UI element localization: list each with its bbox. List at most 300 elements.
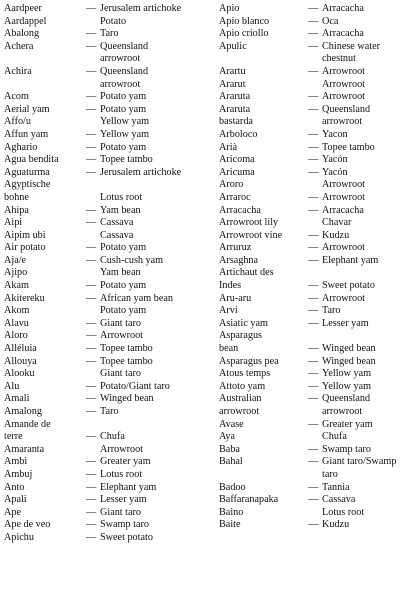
entry-definition: Lotus root: [100, 468, 143, 480]
entry-term: Aya: [219, 431, 236, 443]
glossary-entry: [219, 154, 417, 167]
glossary-entry: [219, 368, 417, 381]
glossary-entry: [4, 330, 210, 343]
entry-term: arrowroot: [219, 406, 260, 417]
entry-definition: Arrowroot: [322, 78, 366, 90]
entry-term: Baba: [219, 443, 240, 455]
entry-dash: —: [308, 355, 319, 367]
entry-term: Arrowroot vine: [219, 229, 283, 241]
entry-definition: Yellow yam: [322, 380, 372, 392]
entry-dash: —: [308, 292, 319, 304]
entry-definition: Arracacha: [322, 204, 364, 216]
entry-definition: African yam bean: [100, 292, 173, 304]
entry-dash: —: [308, 65, 319, 77]
entry-dash: —: [308, 443, 319, 455]
entry-definition: Cush-cush yam: [100, 254, 164, 266]
entry-definition: Kudzu: [322, 519, 350, 531]
entry-dash: —: [308, 368, 319, 380]
glossary-entry: [4, 406, 210, 419]
entry-dash: —: [308, 317, 319, 329]
entry-dash: —: [308, 280, 319, 292]
entry-term: Arsaghna: [219, 254, 259, 266]
entry-definition: Elephant yam: [322, 254, 379, 266]
entry-term: Ape: [4, 506, 21, 518]
glossary-entry: [219, 293, 417, 306]
entry-dash: —: [86, 406, 97, 417]
glossary-entry: [4, 305, 210, 318]
entry-term: Alléluia: [4, 343, 37, 355]
entry-term: Ambuj: [4, 468, 33, 480]
entry-term: bastarda: [219, 116, 253, 128]
entry-definition: Arrowroot: [322, 242, 366, 254]
entry-definition: Queensland: [100, 65, 149, 77]
entry-definition: Winged bean: [100, 393, 154, 405]
glossary-entry: [4, 255, 210, 268]
entry-dash: —: [86, 242, 97, 254]
entry-definition: Taro: [322, 305, 341, 317]
entry-term: Aardappel: [4, 15, 47, 27]
entry-definition: Potato yam: [100, 103, 147, 115]
entry-dash: —: [86, 204, 97, 216]
glossary-entry: [4, 16, 210, 29]
entry-definition: Chavar: [322, 217, 352, 229]
entry-definition: taro: [322, 468, 338, 480]
entry-term: Attoto yam: [219, 380, 266, 392]
entry-term: Apio: [219, 3, 240, 14]
entry-dash: —: [86, 506, 97, 518]
entry-definition: Taro: [100, 406, 119, 417]
glossary-entry: [219, 255, 417, 268]
glossary-entry: [219, 444, 417, 457]
glossary-entry: [4, 532, 210, 545]
entry-dash: —: [86, 166, 97, 178]
entry-term: Agyptische: [4, 179, 51, 191]
entry-definition: Topee tambo: [100, 343, 153, 355]
entry-definition: Arrowroot: [322, 65, 366, 77]
glossary-entry: [4, 293, 210, 306]
entry-term: Akitereku: [4, 292, 45, 304]
entry-term: Alooku: [4, 368, 35, 380]
glossary-entry: [4, 242, 210, 255]
glossary-entry: [219, 104, 417, 117]
entry-term: Anto: [4, 481, 25, 493]
entry-term: Ararut: [219, 78, 246, 90]
entry-term: Alavu: [4, 317, 29, 329]
entry-dash: —: [86, 431, 97, 443]
glossary-entry: [4, 53, 210, 66]
glossary-entry: [4, 28, 210, 41]
glossary-entry: [4, 419, 210, 432]
entry-term: Arracacha: [219, 204, 261, 216]
glossary-entry: [219, 192, 417, 205]
entry-term: Acom: [4, 91, 29, 103]
entry-dash: —: [308, 481, 319, 493]
entry-dash: —: [86, 380, 97, 392]
glossary-entry: [219, 267, 417, 280]
glossary-entry: [219, 116, 417, 129]
entry-definition: Topee tambo: [100, 154, 153, 166]
glossary-entry: [4, 469, 210, 482]
entry-definition: Potato: [100, 15, 127, 27]
entry-dash: —: [86, 519, 97, 531]
entry-definition: Greater yam: [100, 456, 151, 468]
entry-dash: —: [86, 343, 97, 355]
entry-definition: Giant taro: [100, 317, 142, 329]
entry-term: Amande de: [4, 418, 51, 430]
glossary-entry: [219, 482, 417, 495]
entry-definition: Giant taro: [100, 368, 142, 380]
glossary-entry: [219, 456, 417, 469]
entry-definition: Potato/Giant taro: [100, 380, 170, 392]
glossary-entry: [219, 16, 417, 29]
entry-term: Affo/u: [4, 116, 31, 128]
entry-term: Agua bendita: [4, 154, 59, 166]
entry-dash: —: [308, 242, 319, 254]
glossary-entry: [4, 142, 210, 155]
entry-term: Arià: [219, 141, 238, 153]
entry-term: Bahal: [219, 456, 243, 468]
entry-dash: —: [86, 103, 97, 115]
entry-definition: Yacón: [322, 154, 348, 166]
entry-dash: —: [86, 494, 97, 506]
glossary-entry: [219, 494, 417, 507]
entry-term: Affun yam: [4, 128, 49, 140]
entry-term: Allouya: [4, 355, 37, 367]
entry-definition: Giant taro: [100, 506, 142, 518]
entry-term: Abalong: [4, 28, 40, 40]
entry-term: Australian: [219, 393, 262, 405]
entry-term: Amalong: [4, 406, 42, 417]
entry-term: Ambi: [4, 456, 28, 468]
entry-dash: —: [86, 254, 97, 266]
glossary-entry: [219, 381, 417, 394]
entry-dash: —: [308, 343, 319, 355]
entry-definition: arrowroot: [100, 78, 141, 90]
entry-term: Arartu: [219, 65, 246, 77]
entry-dash: —: [308, 191, 319, 203]
entry-dash: —: [308, 494, 319, 506]
entry-definition: Jerusalem artichoke: [100, 166, 182, 178]
entry-definition: Sweet potato: [322, 280, 375, 292]
entry-definition: arrowroot: [322, 406, 363, 417]
entry-definition: Queensland: [100, 40, 149, 52]
entry-definition: Yam bean: [100, 204, 141, 216]
entry-definition: Swamp taro: [322, 443, 371, 455]
entry-definition: Lesser yam: [322, 317, 369, 329]
glossary-entry: [4, 444, 210, 457]
entry-dash: —: [86, 280, 97, 292]
entry-definition: Arracacha: [322, 28, 364, 40]
glossary-entry: [219, 142, 417, 155]
entry-definition: Cassava: [322, 494, 356, 506]
entry-definition: Potato yam: [100, 280, 147, 292]
entry-definition: Arrowroot: [100, 443, 144, 455]
entry-definition: Lesser yam: [100, 494, 147, 506]
entry-term: Apio criollo: [219, 28, 269, 40]
glossary-entry: [219, 519, 417, 532]
glossary-entry: [219, 393, 417, 406]
glossary-entry: [219, 507, 417, 520]
entry-definition: Lotus root: [322, 506, 365, 518]
glossary-entry: [4, 280, 210, 293]
entry-definition: Yacon: [322, 128, 348, 140]
glossary-entry: [4, 104, 210, 117]
entry-dash: —: [308, 128, 319, 140]
entry-definition: Tannia: [322, 481, 350, 493]
glossary-entry: [219, 431, 417, 444]
entry-definition: Potato yam: [100, 242, 147, 254]
entry-term: Aipim ubi: [4, 229, 46, 241]
entry-dash: —: [86, 40, 97, 52]
entry-term: Asiatic yam: [219, 317, 268, 329]
glossary-entry: [4, 79, 210, 92]
entry-definition: Lotus root: [100, 191, 143, 203]
glossary-entry: [219, 406, 417, 419]
entry-dash: —: [86, 91, 97, 103]
entry-definition: Chufa: [100, 431, 125, 443]
entry-term: Aipi: [4, 217, 23, 229]
entry-dash: —: [308, 305, 319, 317]
entry-definition: Giant taro/Swamp: [322, 456, 397, 468]
entry-dash: —: [86, 128, 97, 140]
entry-dash: —: [86, 330, 97, 342]
entry-definition: Arrowroot: [322, 91, 366, 103]
glossary-entry: [219, 305, 417, 318]
entry-term: Baite: [219, 519, 241, 531]
entry-definition: Swamp taro: [100, 519, 149, 531]
entry-definition: Winged bean: [322, 355, 376, 367]
entry-definition: Arrowroot: [322, 191, 366, 203]
entry-definition: arrowroot: [322, 116, 363, 128]
glossary-entry: [4, 381, 210, 394]
entry-definition: Sweet potato: [100, 531, 153, 543]
glossary-entry: [4, 431, 210, 444]
glossary-entry: [4, 3, 210, 16]
entry-definition: Queensland: [322, 393, 371, 405]
entry-dash: —: [308, 519, 319, 531]
entry-definition: Yacón: [322, 166, 348, 178]
entry-dash: —: [308, 380, 319, 392]
glossary-entry: [219, 356, 417, 369]
entry-definition: Topee tambo: [322, 141, 375, 153]
entry-dash: —: [308, 254, 319, 266]
entry-term: Achera: [4, 40, 34, 52]
entry-term: terre: [4, 431, 23, 443]
glossary-entry: [4, 368, 210, 381]
entry-term: Arruruz: [219, 242, 252, 254]
entry-definition: Jerusalem artichoke: [100, 3, 182, 14]
entry-definition: Yellow yam: [322, 368, 372, 380]
entry-term: Aroro: [219, 179, 244, 191]
entry-dash: —: [86, 292, 97, 304]
entry-dash: —: [86, 481, 97, 493]
entry-definition: Yellow yam: [100, 128, 150, 140]
entry-term: Apali: [4, 494, 27, 506]
entry-term: Aja/e: [4, 254, 27, 266]
entry-term: bean: [219, 343, 239, 355]
glossary-entry: [219, 3, 417, 16]
entry-term: Asparagus pea: [219, 355, 279, 367]
entry-dash: —: [308, 40, 319, 52]
entry-definition: Arrowroot: [322, 292, 366, 304]
glossary-entry: [4, 116, 210, 129]
glossary-entry: [219, 217, 417, 230]
glossary-entry: [4, 154, 210, 167]
glossary-entry: [4, 343, 210, 356]
entry-term: Avase: [219, 418, 244, 430]
entry-definition: Arracacha: [322, 3, 364, 14]
entry-term: Atous temps: [219, 368, 271, 380]
glossary-entry: [4, 519, 210, 532]
entry-term: Air potato: [4, 242, 46, 254]
entry-term: Aguaturma: [4, 166, 50, 178]
entry-definition: Elephant yam: [100, 481, 157, 493]
entry-dash: —: [308, 418, 319, 430]
entry-term: Aricoma: [219, 154, 255, 166]
entry-definition: Taro: [100, 28, 119, 40]
glossary-entry: [4, 482, 210, 495]
right-column: [219, 3, 417, 532]
entry-term: Apio blanco: [219, 15, 270, 27]
glossary-entry: [4, 205, 210, 218]
glossary-entry: [4, 217, 210, 230]
entry-dash: —: [308, 166, 319, 178]
entry-dash: —: [86, 468, 97, 480]
entry-term: Arraroc: [219, 191, 251, 203]
entry-dash: —: [308, 103, 319, 115]
entry-dash: —: [308, 456, 319, 468]
glossary-entry: [4, 356, 210, 369]
entry-term: Araruta: [219, 91, 251, 103]
entry-definition: Cassava: [100, 217, 134, 229]
entry-dash: —: [308, 141, 319, 153]
entry-term: Akam: [4, 280, 29, 292]
entry-definition: Winged bean: [322, 343, 376, 355]
entry-term: Apulic: [219, 40, 247, 52]
entry-dash: —: [86, 154, 97, 166]
glossary-entry: [219, 230, 417, 243]
entry-dash: —: [308, 229, 319, 241]
glossary-entry: [219, 205, 417, 218]
glossary-entry: [219, 330, 417, 343]
entry-term: Ahipa: [4, 204, 29, 216]
entry-definition: chestnut: [322, 53, 356, 65]
entry-term: Arboloco: [219, 128, 258, 140]
glossary-entry: [4, 167, 210, 180]
entry-definition: Greater yam: [322, 418, 373, 430]
entry-definition: Arrowroot: [100, 330, 144, 342]
left-column: [4, 3, 210, 545]
glossary-entry: [4, 192, 210, 205]
glossary-entry: [219, 167, 417, 180]
entry-definition: Oca: [322, 15, 339, 27]
glossary-entry: [219, 179, 417, 192]
entry-dash: —: [308, 91, 319, 103]
glossary-entry: [219, 318, 417, 331]
entry-term: Arrowroot lily: [219, 217, 279, 229]
glossary-entry: [219, 28, 417, 41]
glossary-entry: [4, 267, 210, 280]
entry-definition: Kudzu: [322, 229, 350, 241]
entry-definition: Yellow yam: [100, 116, 150, 128]
glossary-entry: [219, 343, 417, 356]
entry-term: Amaranta: [4, 443, 45, 455]
entry-definition: Potato yam: [100, 91, 147, 103]
entry-term: Baffaranapaka: [219, 494, 279, 506]
glossary-entry: [4, 129, 210, 142]
entry-dash: —: [86, 28, 97, 40]
entry-dash: —: [308, 393, 319, 405]
glossary-entry: [219, 79, 417, 92]
entry-term: Indes: [219, 280, 242, 292]
entry-term: Akom: [4, 305, 30, 317]
entry-term: Aloro: [4, 330, 28, 342]
entry-term: Aru-aru: [219, 292, 252, 304]
glossary-entry: [4, 456, 210, 469]
entry-definition: Chinese water: [322, 40, 380, 52]
entry-definition: Potato yam: [100, 141, 147, 153]
glossary-entry: [219, 91, 417, 104]
glossary-entry: [4, 66, 210, 79]
entry-term: Badoo: [219, 481, 246, 493]
entry-term: Ajipo: [4, 267, 28, 279]
entry-dash: —: [86, 317, 97, 329]
glossary-entry: [219, 242, 417, 255]
entry-term: Ape de veo: [4, 519, 51, 531]
glossary-entry: [219, 66, 417, 79]
entry-term: Artichaut des: [219, 267, 274, 279]
glossary-entry: [219, 419, 417, 432]
glossary-entry: [4, 41, 210, 54]
glossary-entry: [4, 91, 210, 104]
glossary-entry: [219, 280, 417, 293]
entry-dash: —: [308, 28, 319, 40]
glossary-entry: [219, 41, 417, 54]
entry-dash: —: [86, 3, 97, 14]
glossary-entry: [219, 469, 417, 482]
entry-term: Aerial yam: [4, 103, 50, 115]
entry-dash: —: [86, 141, 97, 153]
entry-term: Aardpeer: [4, 3, 42, 14]
entry-dash: —: [86, 531, 97, 543]
entry-dash: —: [308, 15, 319, 27]
entry-term: Aricuma: [219, 166, 255, 178]
glossary-entry: [4, 179, 210, 192]
entry-term: Araruta: [219, 103, 251, 115]
glossary-entry: [219, 129, 417, 142]
glossary-entry: [4, 507, 210, 520]
entry-dash: —: [86, 217, 97, 229]
entry-term: Apichu: [4, 531, 34, 543]
entry-term: Achira: [4, 65, 32, 77]
entry-definition: Cassava: [100, 229, 134, 241]
entry-dash: —: [308, 154, 319, 166]
entry-term: Aghario: [4, 141, 38, 153]
entry-dash: —: [86, 456, 97, 468]
entry-definition: Chufa: [322, 431, 347, 443]
entry-definition: Potato yam: [100, 305, 147, 317]
glossary-entry: [4, 393, 210, 406]
entry-term: Alu: [4, 380, 20, 392]
entry-dash: —: [86, 393, 97, 405]
glossary-entry: [4, 494, 210, 507]
entry-term: Amali: [4, 393, 30, 405]
glossary-entry: [4, 318, 210, 331]
entry-definition: Topee tambo: [100, 355, 153, 367]
entry-dash: —: [86, 65, 97, 77]
entry-dash: —: [86, 355, 97, 367]
glossary-entry: [219, 53, 417, 66]
